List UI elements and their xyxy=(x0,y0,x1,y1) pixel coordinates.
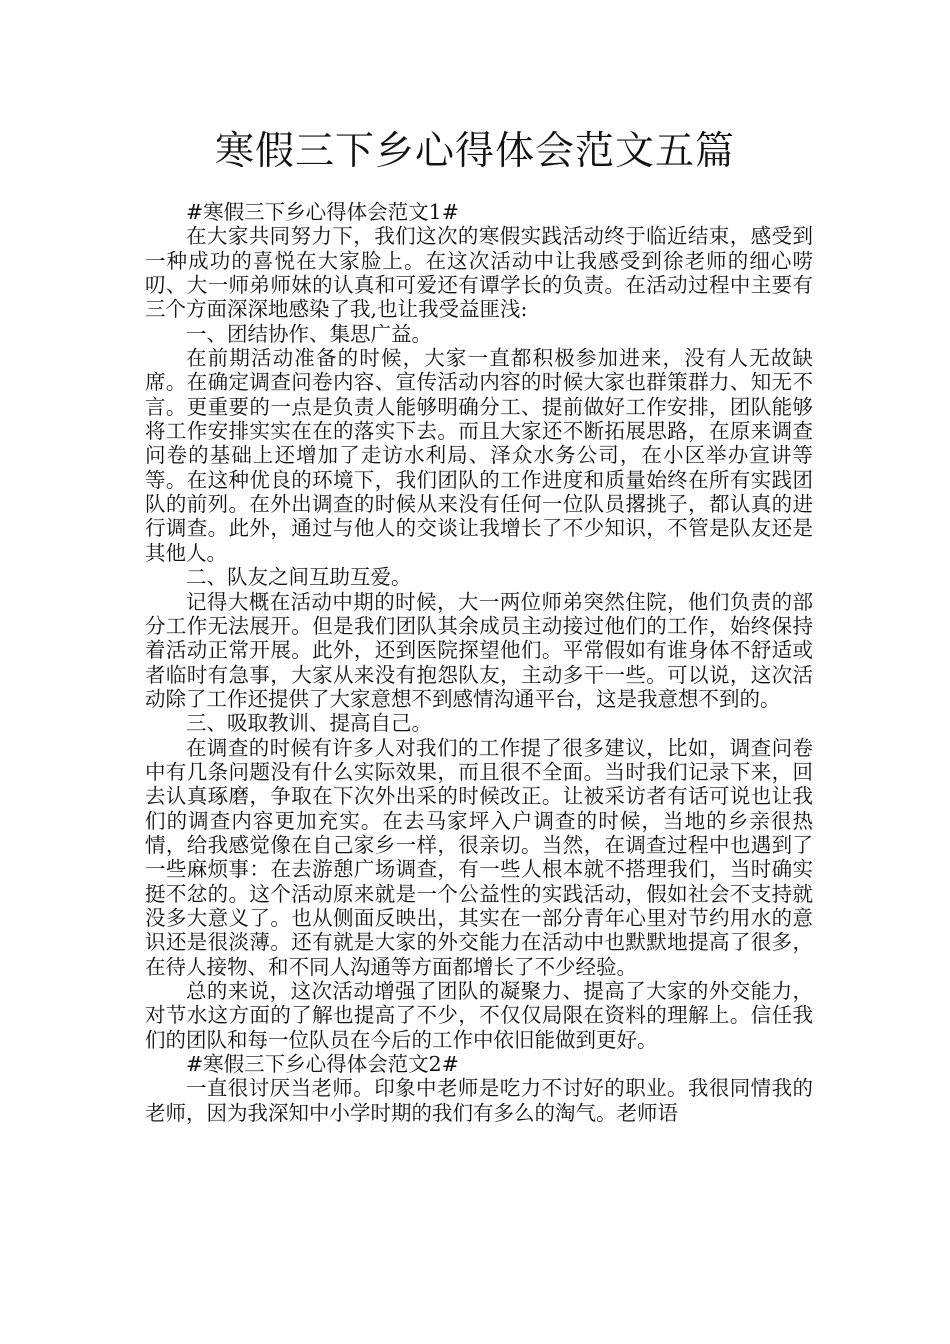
paragraph-section-3: 在调查的时候有许多人对我们的工作提了很多建议，比如，调查问卷中有几条问题没有什么实际效果，而且很不全面。当时我们记录下来，回去认真琢磨，争取在下次外出采的时候改正。让被采访者有话可说也让我们的调查内容更加充实。在去马家坪入户调查的时候，当地的乡亲很热情，给我感觉像在自己家乡一样，很亲切。当然，在调查过程中也遇到了一些麻烦事：在去游憩广场调查，有一些人根本就不搭理我们，当时确实挺不忿的。这个活动原来就是一个公益性的实践活动，假如社会不支持就没多大意义了。也从侧面反映出，其实在一部分青年心里对节约用水的意识还是很淡薄。还有就是大家的外交能力在活动中也默默地提高了很多，在待人接物、和不同人沟通等方面都增长了不少经验。 xyxy=(145,735,813,979)
paragraph-section-1: 在前期活动准备的时候，大家一直都积极参加进来，没有人无故缺席。在确定调查问卷内容、宣传活动内容的时候大家也群策群力、知无不言。更重要的一点是负责人能够明确分工、提前做好工作安排，团队能够将工作安排实实在在的落实下去。而且大家还不断拓展思路，在原来调查问卷的基础上还增加了走访水利局、泽众水务公司，在小区举办宣讲等等。在这种优良的环境下，我们团队的工作进度和质量始终在所有实践团队的前列。在外出调查的时候从来没有任何一位队员撂挑子，都认真的进行调查。此外，通过与他人的交谈让我增长了不少知识，不管是队友还是其他人。 xyxy=(145,346,813,565)
paragraph-summary: 总的来说，这次活动增强了团队的凝聚力、提高了大家的外交能力，对节水这方面的了解也提高了不少，不仅仅局限在资料的理解上。信任我们的团队和每一位队员在今后的工作中依旧能做到更好。 xyxy=(145,979,813,1052)
section-heading-2: 二、队友之间互助互爱。 xyxy=(186,565,412,590)
document-body xyxy=(145,200,813,1125)
document-title: 寒假三下乡心得体会范文五篇 xyxy=(214,129,735,174)
essay-1-heading: #寒假三下乡心得体会范文1# xyxy=(186,200,459,224)
paragraph-intro: 在大家共同努力下，我们这次的寒假实践活动终于临近结束，感受到一种成功的喜悦在大家脸上。在这次活动中让我感受到徐老师的细心唠叨、大一师弟师妹的认真和可爱还有谭学长的负责。在活动过程中主要有三个方面深深地感染了我,也让我受益匪浅: xyxy=(145,224,813,322)
paragraph-essay-2-start: 一直很讨厌当老师。印象中老师是吃力不讨好的职业。我很同情我的老师，因为我深知中小学时期的我们有多么的淘气。老师语 xyxy=(145,1076,813,1125)
section-heading-1: 一、团结协作、集思广益。 xyxy=(186,321,432,346)
essay-2-heading: #寒假三下乡心得体会范文2# xyxy=(186,1052,459,1077)
section-heading-3: 三、吸取教训、提高自己。 xyxy=(186,711,432,736)
paragraph-section-2: 记得大概在活动中期的时候，大一两位师弟突然住院，他们负责的部分工作无法展开。但是我们团队其余成员主动接过他们的工作，始终保持着活动正常开展。此外，还到医院探望他们。平常假如有谁身体不舒适或者临时有急事，大家从来没有抱怨队友，主动多干一些。可以说，这次活动除了工作还提供了大家意想不到感情沟通平台，这是我意想不到的。 xyxy=(145,589,813,711)
